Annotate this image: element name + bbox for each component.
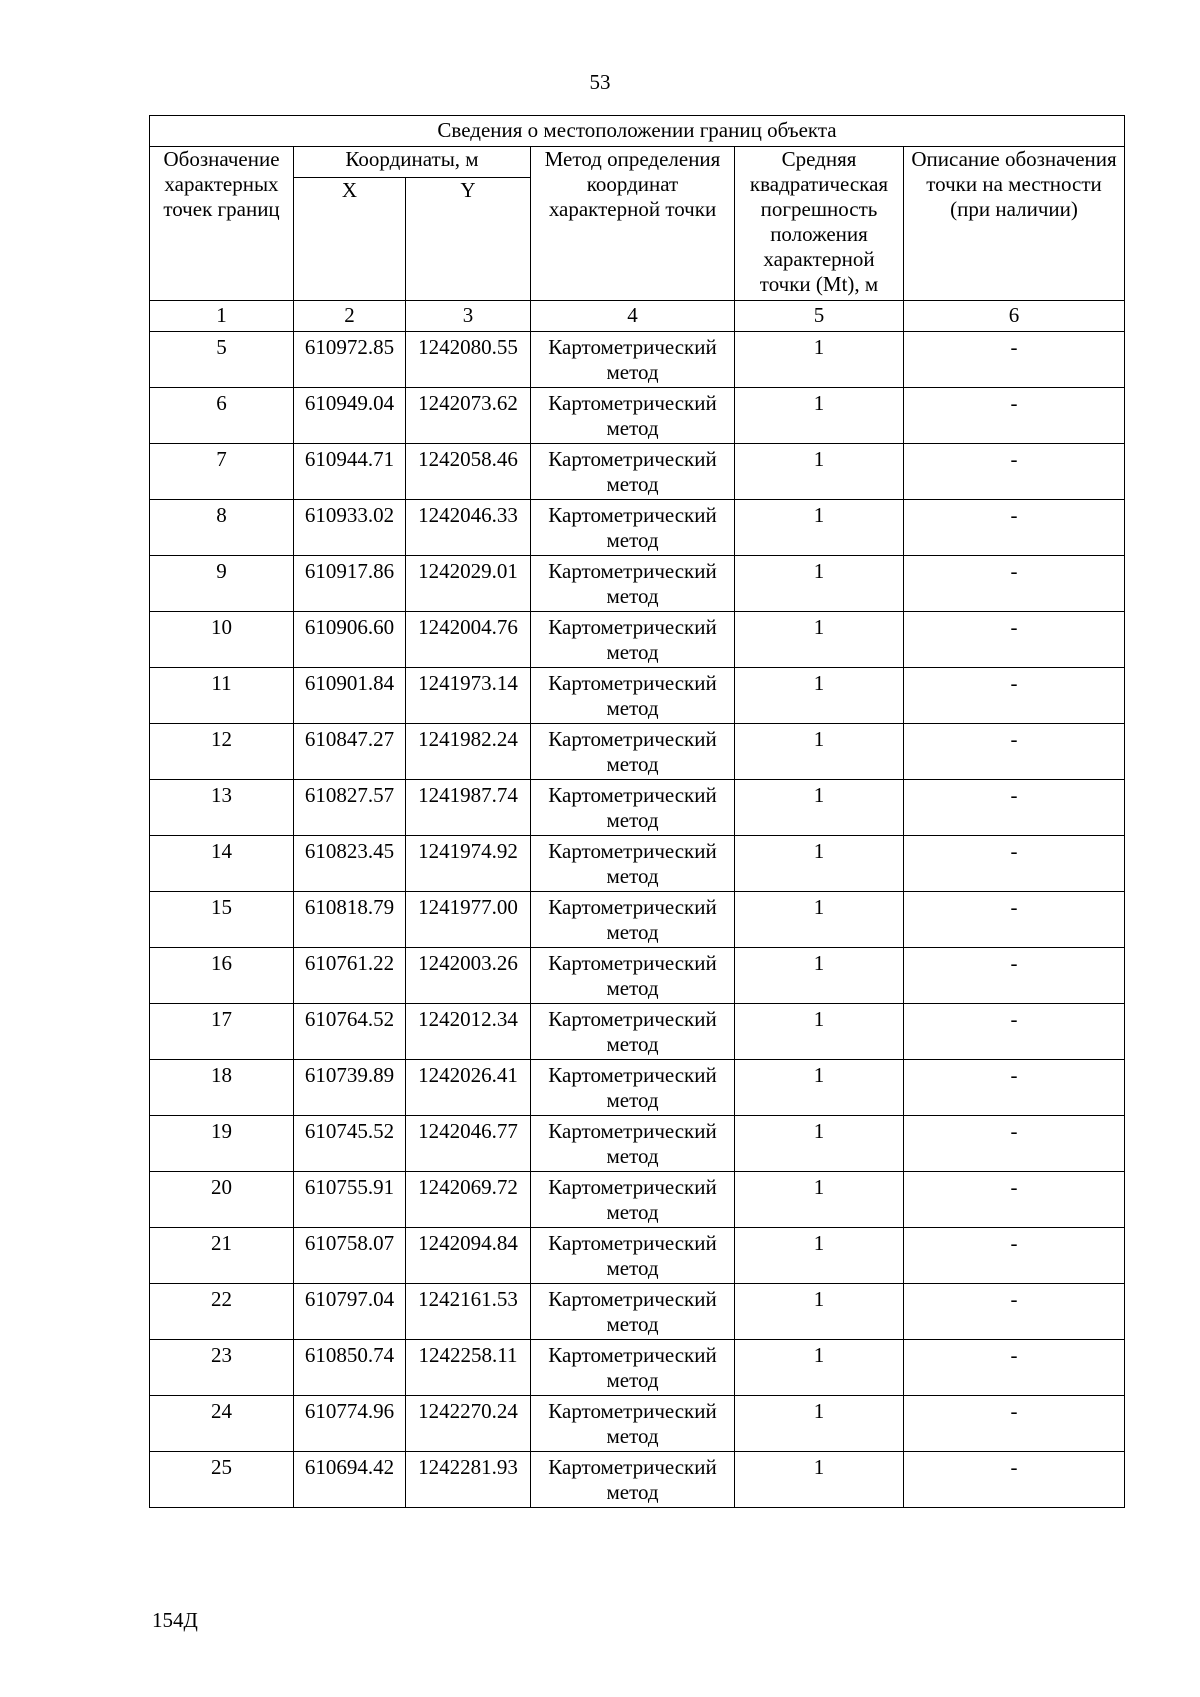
- description-cell: -: [904, 1284, 1125, 1340]
- method-cell: Картометрический метод: [531, 1284, 735, 1340]
- document-code: 154Д: [152, 1608, 198, 1632]
- method-cell: Картометрический метод: [531, 444, 735, 500]
- y-coordinate-cell: 1241974.92: [406, 836, 531, 892]
- point-cell: 14: [150, 836, 294, 892]
- column-number: 4: [531, 301, 735, 332]
- y-coordinate-cell: 1242046.77: [406, 1116, 531, 1172]
- x-coordinate-cell: 610823.45: [294, 836, 406, 892]
- accuracy-cell: 1: [735, 1116, 904, 1172]
- y-coordinate-cell: 1242003.26: [406, 948, 531, 1004]
- description-cell: -: [904, 332, 1125, 388]
- y-coordinate-cell: 1242080.55: [406, 332, 531, 388]
- x-coordinate-cell: 610739.89: [294, 1060, 406, 1116]
- header-accuracy: Средняя квадратическая погрешность положения характерной точки (Mt), м: [735, 147, 904, 301]
- y-coordinate-cell: 1242270.24: [406, 1396, 531, 1452]
- column-number: 6: [904, 301, 1125, 332]
- x-coordinate-cell: 610847.27: [294, 724, 406, 780]
- table-row: [150, 1172, 1125, 1228]
- description-cell: -: [904, 1116, 1125, 1172]
- accuracy-cell: 1: [735, 1060, 904, 1116]
- accuracy-cell: 1: [735, 612, 904, 668]
- header-method: Метод определения координат характерной точки: [531, 147, 735, 301]
- column-number: 3: [406, 301, 531, 332]
- y-coordinate-cell: 1242004.76: [406, 612, 531, 668]
- x-coordinate-cell: 610917.86: [294, 556, 406, 612]
- x-coordinate-cell: 610745.52: [294, 1116, 406, 1172]
- y-coordinate-cell: 1241973.14: [406, 668, 531, 724]
- table-row: [150, 556, 1125, 612]
- accuracy-cell: 1: [735, 1172, 904, 1228]
- point-cell: 24: [150, 1396, 294, 1452]
- table-row: [150, 1396, 1125, 1452]
- header-description: Описание обозначения точки на местности (при наличии): [904, 147, 1125, 301]
- method-cell: Картометрический метод: [531, 388, 735, 444]
- x-coordinate-cell: 610761.22: [294, 948, 406, 1004]
- table-row: [150, 1060, 1125, 1116]
- accuracy-cell: 1: [735, 500, 904, 556]
- method-cell: Картометрический метод: [531, 724, 735, 780]
- description-cell: -: [904, 1452, 1125, 1508]
- table-row: [150, 948, 1125, 1004]
- point-cell: 22: [150, 1284, 294, 1340]
- description-cell: -: [904, 556, 1125, 612]
- table-row: [150, 1116, 1125, 1172]
- point-cell: 21: [150, 1228, 294, 1284]
- column-number: 1: [150, 301, 294, 332]
- method-cell: Картометрический метод: [531, 1004, 735, 1060]
- point-cell: 10: [150, 612, 294, 668]
- accuracy-cell: 1: [735, 668, 904, 724]
- method-cell: Картометрический метод: [531, 500, 735, 556]
- method-cell: Картометрический метод: [531, 612, 735, 668]
- point-cell: 17: [150, 1004, 294, 1060]
- point-cell: 6: [150, 388, 294, 444]
- x-coordinate-cell: 610764.52: [294, 1004, 406, 1060]
- header-point: Обозначение характерных точек границ: [150, 147, 294, 301]
- x-coordinate-cell: 610827.57: [294, 780, 406, 836]
- x-coordinate-cell: 610850.74: [294, 1340, 406, 1396]
- description-cell: -: [904, 500, 1125, 556]
- x-coordinate-cell: 610944.71: [294, 444, 406, 500]
- page-number: 53: [589, 70, 611, 94]
- accuracy-cell: 1: [735, 836, 904, 892]
- x-coordinate-cell: 610933.02: [294, 500, 406, 556]
- y-coordinate-cell: 1242026.41: [406, 1060, 531, 1116]
- accuracy-cell: 1: [735, 948, 904, 1004]
- point-cell: 25: [150, 1452, 294, 1508]
- description-cell: -: [904, 1004, 1125, 1060]
- description-cell: -: [904, 1060, 1125, 1116]
- accuracy-cell: 1: [735, 724, 904, 780]
- point-cell: 7: [150, 444, 294, 500]
- method-cell: Картометрический метод: [531, 1116, 735, 1172]
- accuracy-cell: 1: [735, 1340, 904, 1396]
- header-x: X: [294, 178, 406, 301]
- description-cell: -: [904, 892, 1125, 948]
- x-coordinate-cell: 610755.91: [294, 1172, 406, 1228]
- description-cell: -: [904, 1396, 1125, 1452]
- point-cell: 15: [150, 892, 294, 948]
- accuracy-cell: 1: [735, 556, 904, 612]
- table-row: [150, 612, 1125, 668]
- point-cell: 13: [150, 780, 294, 836]
- accuracy-cell: 1: [735, 1452, 904, 1508]
- accuracy-cell: 1: [735, 1004, 904, 1060]
- table-row: [150, 1452, 1125, 1508]
- x-coordinate-cell: 610949.04: [294, 388, 406, 444]
- column-number: 5: [735, 301, 904, 332]
- point-cell: 20: [150, 1172, 294, 1228]
- column-number-row: [150, 301, 1125, 332]
- x-coordinate-cell: 610797.04: [294, 1284, 406, 1340]
- accuracy-cell: 1: [735, 780, 904, 836]
- table-row: [150, 1004, 1125, 1060]
- boundary-table: [149, 115, 1125, 1508]
- description-cell: -: [904, 444, 1125, 500]
- method-cell: Картометрический метод: [531, 1172, 735, 1228]
- point-cell: 9: [150, 556, 294, 612]
- point-cell: 5: [150, 332, 294, 388]
- y-coordinate-cell: 1241977.00: [406, 892, 531, 948]
- y-coordinate-cell: 1242281.93: [406, 1452, 531, 1508]
- description-cell: -: [904, 612, 1125, 668]
- table-row: [150, 388, 1125, 444]
- method-cell: Картометрический метод: [531, 836, 735, 892]
- point-cell: 12: [150, 724, 294, 780]
- description-cell: -: [904, 780, 1125, 836]
- method-cell: Картометрический метод: [531, 1340, 735, 1396]
- column-number: 2: [294, 301, 406, 332]
- point-cell: 16: [150, 948, 294, 1004]
- description-cell: -: [904, 1340, 1125, 1396]
- x-coordinate-cell: 610774.96: [294, 1396, 406, 1452]
- table-row: [150, 444, 1125, 500]
- y-coordinate-cell: 1242012.34: [406, 1004, 531, 1060]
- description-cell: -: [904, 948, 1125, 1004]
- accuracy-cell: 1: [735, 892, 904, 948]
- method-cell: Картометрический метод: [531, 668, 735, 724]
- method-cell: Картометрический метод: [531, 1060, 735, 1116]
- x-coordinate-cell: 610906.60: [294, 612, 406, 668]
- description-cell: -: [904, 388, 1125, 444]
- table-row: [150, 668, 1125, 724]
- table-row: [150, 1228, 1125, 1284]
- method-cell: Картометрический метод: [531, 1452, 735, 1508]
- description-cell: -: [904, 836, 1125, 892]
- table-row: [150, 836, 1125, 892]
- accuracy-cell: 1: [735, 388, 904, 444]
- y-coordinate-cell: 1242161.53: [406, 1284, 531, 1340]
- description-cell: -: [904, 1228, 1125, 1284]
- table-title: Сведения о местоположении границ объекта: [150, 116, 1125, 147]
- table-row: [150, 1284, 1125, 1340]
- table-row: [150, 892, 1125, 948]
- table-row: [150, 500, 1125, 556]
- y-coordinate-cell: 1242058.46: [406, 444, 531, 500]
- method-cell: Картометрический метод: [531, 892, 735, 948]
- description-cell: -: [904, 1172, 1125, 1228]
- accuracy-cell: 1: [735, 332, 904, 388]
- y-coordinate-cell: 1242069.72: [406, 1172, 531, 1228]
- point-cell: 11: [150, 668, 294, 724]
- y-coordinate-cell: 1242094.84: [406, 1228, 531, 1284]
- description-cell: -: [904, 724, 1125, 780]
- method-cell: Картометрический метод: [531, 556, 735, 612]
- method-cell: Картометрический метод: [531, 780, 735, 836]
- y-coordinate-cell: 1241982.24: [406, 724, 531, 780]
- header-y: Y: [406, 178, 531, 301]
- x-coordinate-cell: 610972.85: [294, 332, 406, 388]
- method-cell: Картометрический метод: [531, 1228, 735, 1284]
- description-cell: -: [904, 668, 1125, 724]
- point-cell: 19: [150, 1116, 294, 1172]
- point-cell: 18: [150, 1060, 294, 1116]
- y-coordinate-cell: 1242258.11: [406, 1340, 531, 1396]
- header-coordinates: Координаты, м: [294, 147, 531, 178]
- y-coordinate-cell: 1242046.33: [406, 500, 531, 556]
- y-coordinate-cell: 1242073.62: [406, 388, 531, 444]
- x-coordinate-cell: 610694.42: [294, 1452, 406, 1508]
- table-row: [150, 724, 1125, 780]
- y-coordinate-cell: 1241987.74: [406, 780, 531, 836]
- x-coordinate-cell: 610818.79: [294, 892, 406, 948]
- table-row: [150, 780, 1125, 836]
- x-coordinate-cell: 610758.07: [294, 1228, 406, 1284]
- method-cell: Картометрический метод: [531, 332, 735, 388]
- table-row: [150, 332, 1125, 388]
- point-cell: 8: [150, 500, 294, 556]
- accuracy-cell: 1: [735, 1396, 904, 1452]
- accuracy-cell: 1: [735, 1284, 904, 1340]
- point-cell: 23: [150, 1340, 294, 1396]
- method-cell: Картометрический метод: [531, 948, 735, 1004]
- y-coordinate-cell: 1242029.01: [406, 556, 531, 612]
- table-row: [150, 1340, 1125, 1396]
- accuracy-cell: 1: [735, 444, 904, 500]
- method-cell: Картометрический метод: [531, 1396, 735, 1452]
- x-coordinate-cell: 610901.84: [294, 668, 406, 724]
- accuracy-cell: 1: [735, 1228, 904, 1284]
